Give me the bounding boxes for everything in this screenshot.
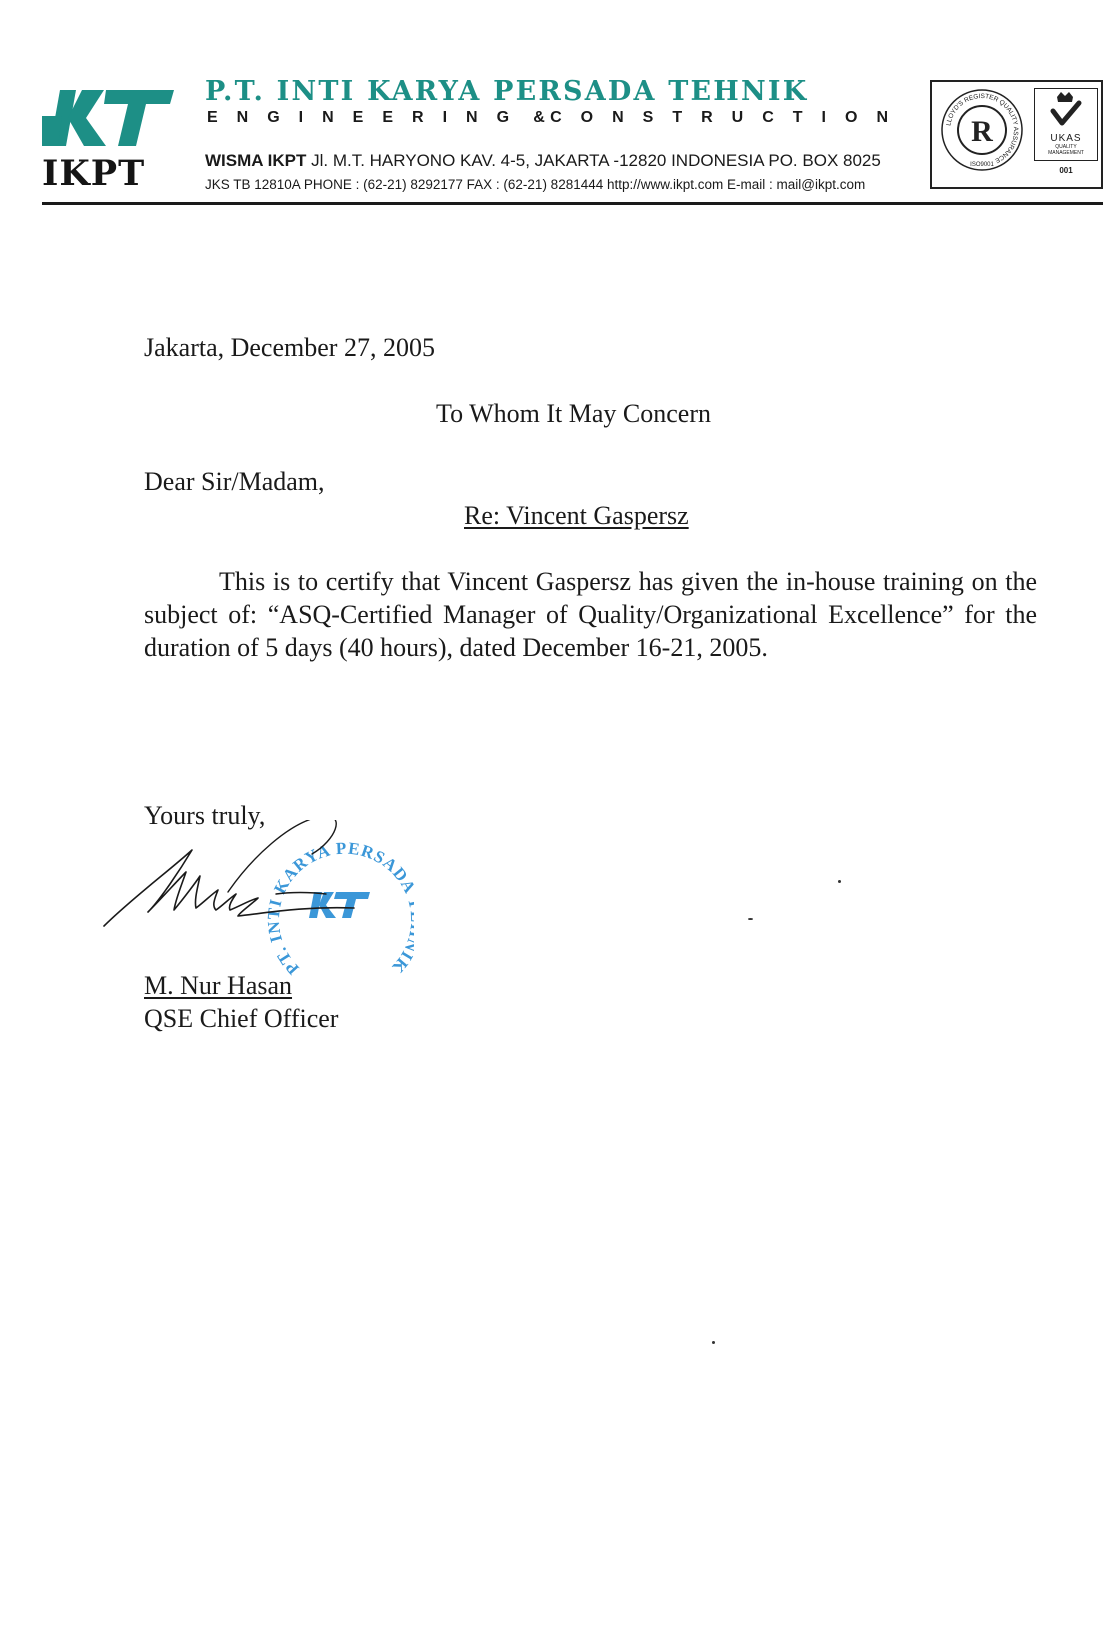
scan-speck	[838, 880, 841, 883]
ukas-number: 001	[1059, 166, 1073, 175]
lloyds-register-seal-icon	[940, 88, 1024, 172]
signer-name: M. Nur Hasan	[144, 971, 293, 1000]
company-name: P.T. INTI KARYA PERSADA TEHNIK	[205, 76, 809, 107]
letter-body: This is to certify that Vincent Gaspersz has given the in-house training on the subject of: “ASQ-Certified Manager of Quality/Organizational Excellence” for the duration of 5 days (40 hours), dated December 16-21, 2005.	[144, 567, 1037, 662]
salutation-title: To Whom It May Concern	[436, 399, 711, 428]
company-tagline	[207, 110, 907, 126]
ukas-mark	[1034, 88, 1098, 161]
signer-title: QSE Chief Officer	[144, 1004, 339, 1033]
scan-speck	[748, 918, 753, 920]
closing: Yours truly,	[144, 801, 266, 830]
tagline-word-1: ENGINEERING	[207, 109, 529, 126]
svg-text:LLOYD'S REGISTER QUALITY ASSUR: LLOYD'S REGISTER QUALITY ASSURANCE	[945, 92, 1020, 164]
header-divider	[42, 202, 1103, 205]
logo-wordmark: IKPT	[42, 153, 146, 194]
tagline-word-2: CONSTRUCTION	[550, 109, 907, 126]
address-street: Jl. M.T. HARYONO KAV. 4-5, JAKARTA -12820 INDONESIA PO. BOX 8025	[306, 151, 881, 170]
ukas-sub-line-2: MANAGEMENT	[1048, 149, 1084, 156]
scan-speck	[712, 1341, 715, 1344]
letter-date: Jakarta, December 27, 2005	[144, 333, 435, 362]
iso-label: ISO9001	[970, 162, 994, 168]
address-line	[205, 152, 881, 169]
ukas-label: UKAS	[1050, 133, 1082, 144]
contact-line: JKS TB 12810A PHONE : (62-21) 8292177 FAX : (62-21) 8281444 http://www.ikpt.com E-mail : mail@ikpt.com	[205, 177, 866, 192]
stamp-text: PT. INTI KARYA PERSAD K	[263, 838, 413, 979]
company-logo-icon	[42, 82, 178, 158]
greeting: Dear Sir/Madam,	[144, 467, 325, 496]
ukas-sub-line-1: QUALITY	[1055, 144, 1077, 150]
ukas-sub	[1035, 145, 1097, 156]
address-building: WISMA IKPT	[205, 151, 307, 170]
crown-check-icon	[1035, 89, 1096, 131]
tagline-ampersand: &	[533, 109, 545, 126]
subject-line: Re: Vincent Gaspersz	[464, 501, 689, 530]
signature	[100, 820, 400, 980]
svg-text:R: R	[971, 115, 993, 148]
certification-box	[930, 80, 1103, 189]
